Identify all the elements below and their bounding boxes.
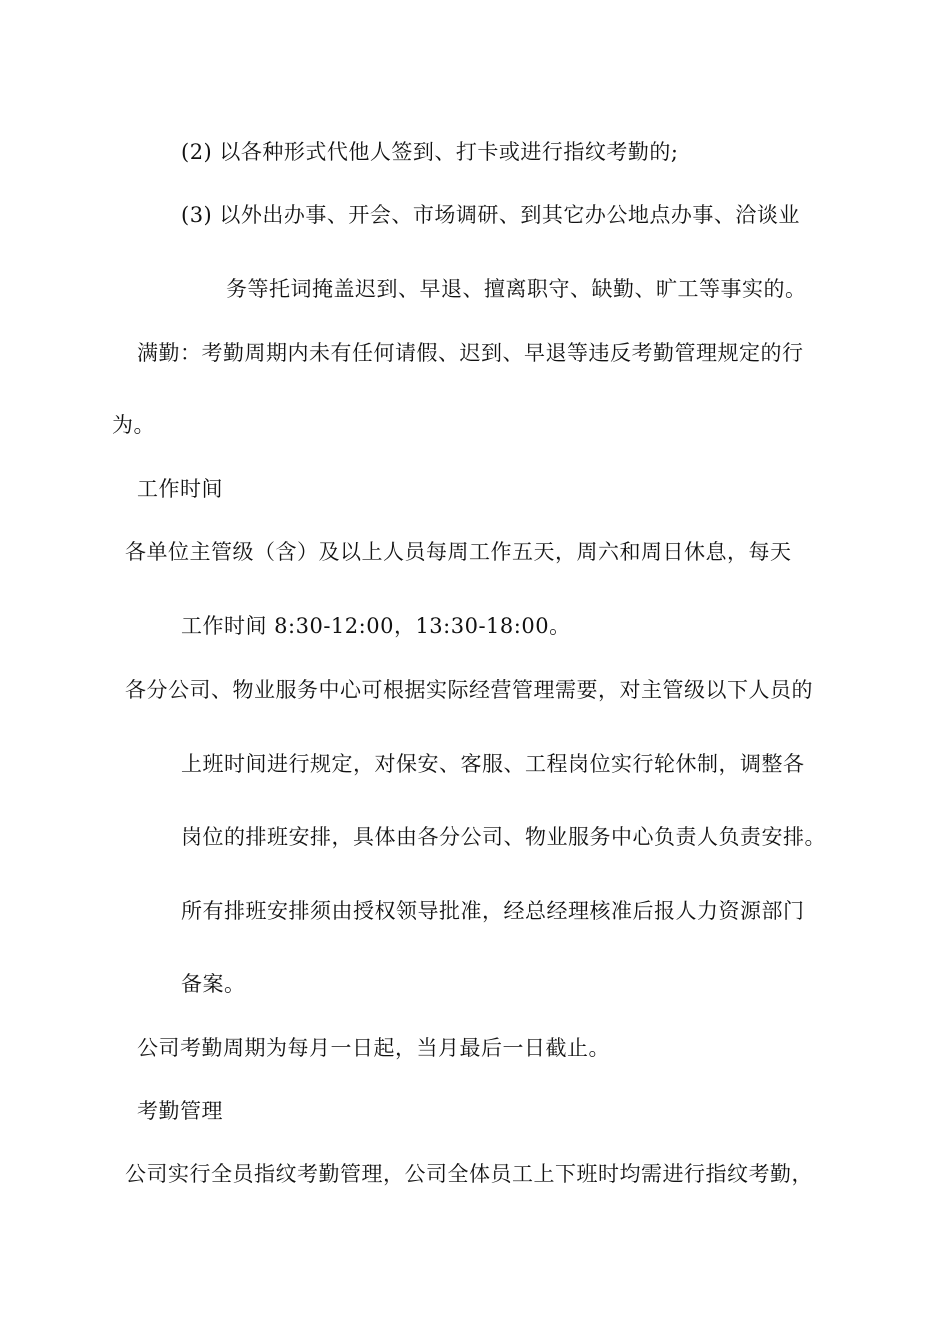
paragraph-full-attendance: 满勤：考勤周期内未有任何请假、迟到、早退等违反考勤管理规定的行 — [137, 341, 804, 365]
paragraph-shift-rules-line-3: 岗位的排班安排，具体由各分公司、物业服务中心负责人负责安排。 — [181, 825, 826, 849]
paragraph-full-attendance-continuation: 为。 — [112, 413, 155, 437]
paragraph-shift-rules-line-5: 备案。 — [181, 972, 246, 996]
paragraph-shift-rules-line-4: 所有排班安排须由授权领导批准，经总经理核准后报人力资源部门 — [181, 899, 805, 923]
section-heading-work-hours: 工作时间 — [137, 477, 223, 501]
list-item-3: (3) 以外出办事、开会、市场调研、到其它办公地点办事、洽谈业 — [181, 203, 800, 227]
paragraph-attendance-cycle: 公司考勤周期为每月一日起，当月最后一日截止。 — [137, 1036, 610, 1060]
paragraph-shift-rules: 各分公司、物业服务中心可根据实际经营管理需要，对主管级以下人员的 — [125, 678, 813, 702]
paragraph-shift-rules-line-2: 上班时间进行规定，对保安、客服、工程岗位实行轮休制，调整各 — [181, 752, 805, 776]
list-item-3-continuation: 务等托词掩盖迟到、早退、擅离职守、缺勤、旷工等事实的。 — [226, 277, 807, 301]
paragraph-work-hours: 各单位主管级（含）及以上人员每周工作五天，周六和周日休息，每天 — [125, 540, 792, 564]
paragraph-fingerprint-attendance: 公司实行全员指纹考勤管理，公司全体员工上下班时均需进行指纹考勤， — [125, 1162, 813, 1186]
section-heading-attendance-management: 考勤管理 — [137, 1099, 223, 1123]
paragraph-work-hours-continuation: 工作时间 8:30-12:00，13:30-18:00。 — [181, 614, 571, 638]
list-item-2: (2) 以各种形式代他人签到、打卡或进行指纹考勤的; — [181, 140, 679, 164]
